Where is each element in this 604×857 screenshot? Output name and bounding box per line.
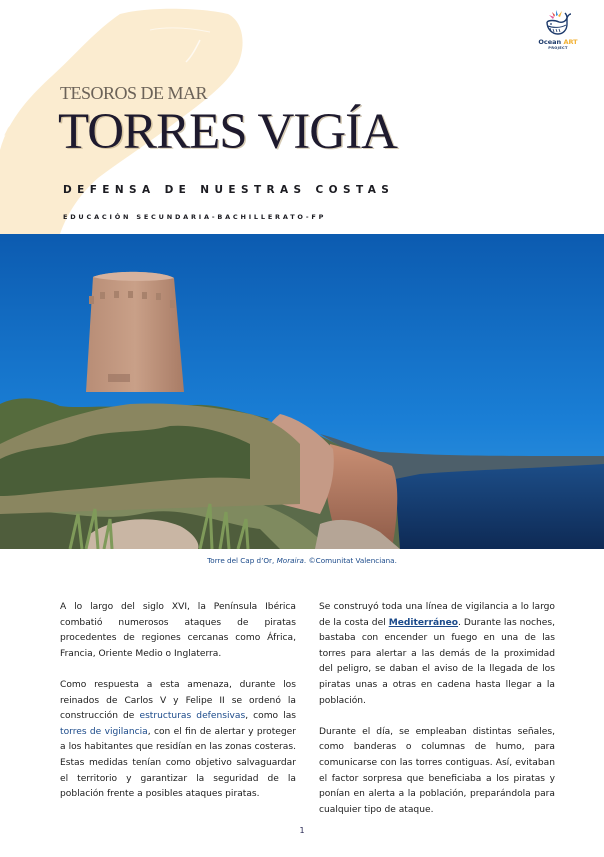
body-column-left	[60, 600, 296, 818]
page-number: 1	[299, 826, 305, 835]
text-segment: , con el fin de alertar y proteger a los habitantes que residían en las zonas costeras. Estas medidas tenían como objetivo salvaguardar el territorio y garantizar la seguridad de la población frente a posibles ataques piratas.	[60, 726, 296, 800]
text-segment: Se construyó toda una línea de vigilancia a lo largo de la costa del	[319, 602, 555, 628]
paragraph-night-signals	[319, 600, 555, 709]
logo-subtitle: PROJECT	[548, 46, 568, 50]
logo-wordmark	[536, 39, 580, 46]
highlight-defensive-structures: estructuras defensivas	[139, 711, 246, 722]
caption-text: Torre del Cap d’Or,	[207, 556, 277, 565]
education-levels: EDUCACIÓN SECUNDARIA-BACHILLERATO-FP	[63, 213, 327, 221]
tower-photo-illustration	[0, 234, 604, 549]
watchtower	[86, 272, 184, 392]
mediterraneo-link[interactable]: Mediterráneo	[388, 617, 459, 628]
tower-photo	[0, 234, 604, 549]
text-segment: . Durante las noches, bastaba con encender un fuego en una de las torres para alertar a las demás de la proximidad del peligro, se daban el aviso de la llegada de los piratas unas a otras en cadena hasta llegar a la población.	[319, 617, 555, 706]
ocean-art-logo	[536, 8, 580, 58]
paragraph-history: A lo largo del siglo XVI, la Península Ibérica combatió numerosos ataques de piratas procedentes de regiones cercanas como África, Francia, Oriente Medio o Inglaterra.	[60, 602, 296, 659]
page-subtitle: DEFENSA DE NUESTRAS COSTAS	[63, 184, 395, 196]
caption-credit: . ©Comunitat Valenciana.	[303, 556, 397, 565]
paragraph-day-signals: Durante el día, se empleaban distintas señales, como banderas o columnas de humo, para comunicarse con las torres contiguas. Así, evitaban el factor sorpresa que beneficiaba a los piratas y ponían en alerta a la población, preparándola para cualquier tipo de ataque.	[319, 726, 555, 815]
logo-wordmark-ocean: Ocean	[538, 38, 564, 46]
paragraph-response	[60, 678, 296, 803]
caption-place: Moraira	[276, 556, 304, 565]
photo-caption	[0, 556, 604, 566]
tower-plaque	[108, 374, 130, 382]
page-title: TORRES VIGÍA	[58, 104, 397, 160]
text-segment: Como respuesta a esta amenaza, durante los reinados de Carlos V y Felipe II se ordenó la construcción de	[60, 679, 296, 722]
whale-icon	[543, 8, 573, 38]
series-kicker: TESOROS DE MAR	[60, 83, 208, 103]
highlight-watchtowers: torres de vigilancia	[60, 726, 148, 737]
logo-wordmark-art: ART	[563, 38, 578, 46]
text-segment: , como las	[245, 711, 297, 722]
body-column-right	[319, 600, 555, 834]
